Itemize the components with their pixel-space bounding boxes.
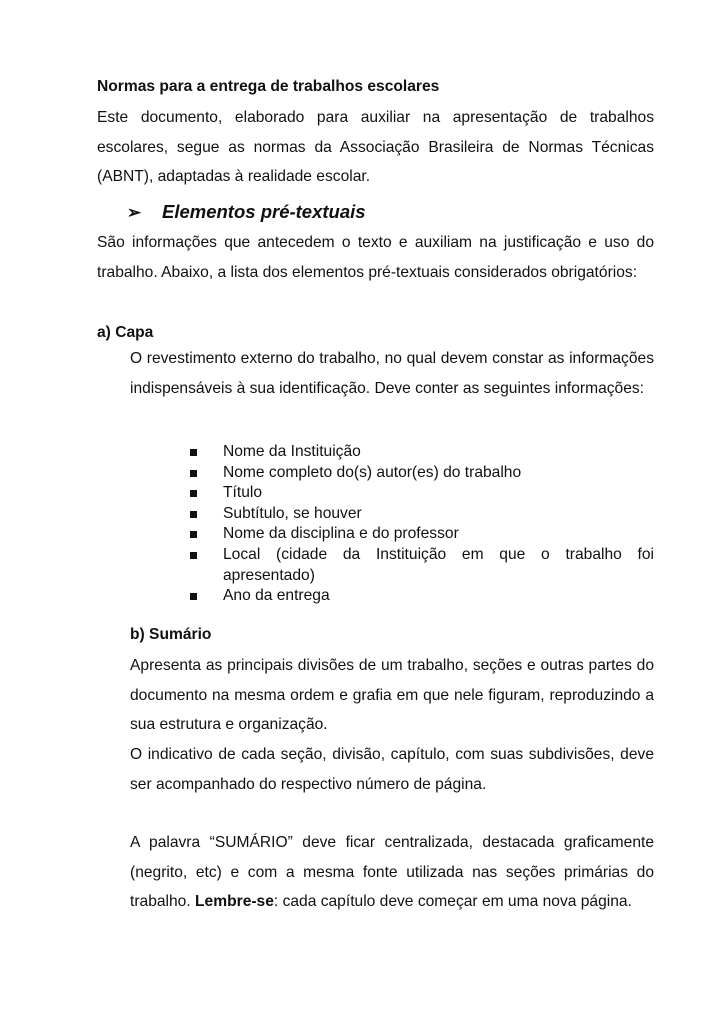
sumario-paragraph-2: O indicativo de cada seção, divisão, capítulo, com suas subdivisões, deve ser acompanhado do respectivo número de página. [130, 746, 654, 793]
intro-paragraph: Este documento, elaborado para auxiliar na apresentação de trabalhos escolares, segue as normas da Associação Brasileira de Normas Técnicas (ABNT), adaptadas à realidade escolar. [97, 109, 654, 185]
list-item: Ano da entrega [0, 586, 654, 607]
sumario-paragraph-3: A palavra “SUMÁRIO” deve ficar centralizada, destacada graficamente (negrito, etc) e com a mesma fonte utilizada nas seções primárias do trabalho. Lembre-se: cada capítulo deve começar em uma nova página. [130, 834, 654, 910]
square-bullet-icon [190, 593, 197, 600]
capa-heading: a) Capa [97, 324, 154, 341]
square-bullet-icon [190, 552, 197, 559]
section-paragraph: São informações que antecedem o texto e auxiliam na justificação e uso do trabalho. Abaixo, a lista dos elementos pré-textuais considerados obrigatórios: [97, 234, 654, 281]
lembre-se-emphasis: Lembre-se [195, 893, 274, 910]
capa-paragraph: O revestimento externo do trabalho, no qual devem constar as informações indispensáveis à sua identificação. Deve conter as seguintes informações: [130, 350, 654, 397]
sumario-paragraph-1: Apresenta as principais divisões de um trabalho, seções e outras partes do documento na mesma ordem e grafia em que nele figuram, reproduzindo a sua estrutura e organização. [130, 657, 654, 733]
arrow-bullet-icon: ➢ [127, 203, 142, 222]
square-bullet-icon [190, 490, 197, 497]
square-bullet-icon [190, 511, 197, 518]
section-heading-text: Elementos pré-textuais [162, 201, 366, 222]
square-bullet-icon [190, 449, 197, 456]
list-item: Nome da disciplina e do professor [0, 524, 654, 545]
document-title: Normas para a entrega de trabalhos escolares [97, 78, 440, 95]
sumario-heading: b) Sumário [130, 626, 212, 643]
list-item: Nome da Instituição [0, 442, 654, 463]
section-heading [127, 199, 366, 226]
list-item: Subtítulo, se houver [0, 504, 654, 525]
capa-items-list [0, 442, 654, 607]
list-item: Título [0, 483, 654, 504]
square-bullet-icon [190, 531, 197, 538]
list-item: Local (cidade da Instituição em que o trabalho foi apresentado) [0, 545, 654, 586]
square-bullet-icon [190, 470, 197, 477]
list-item: Nome completo do(s) autor(es) do trabalho [0, 463, 654, 484]
